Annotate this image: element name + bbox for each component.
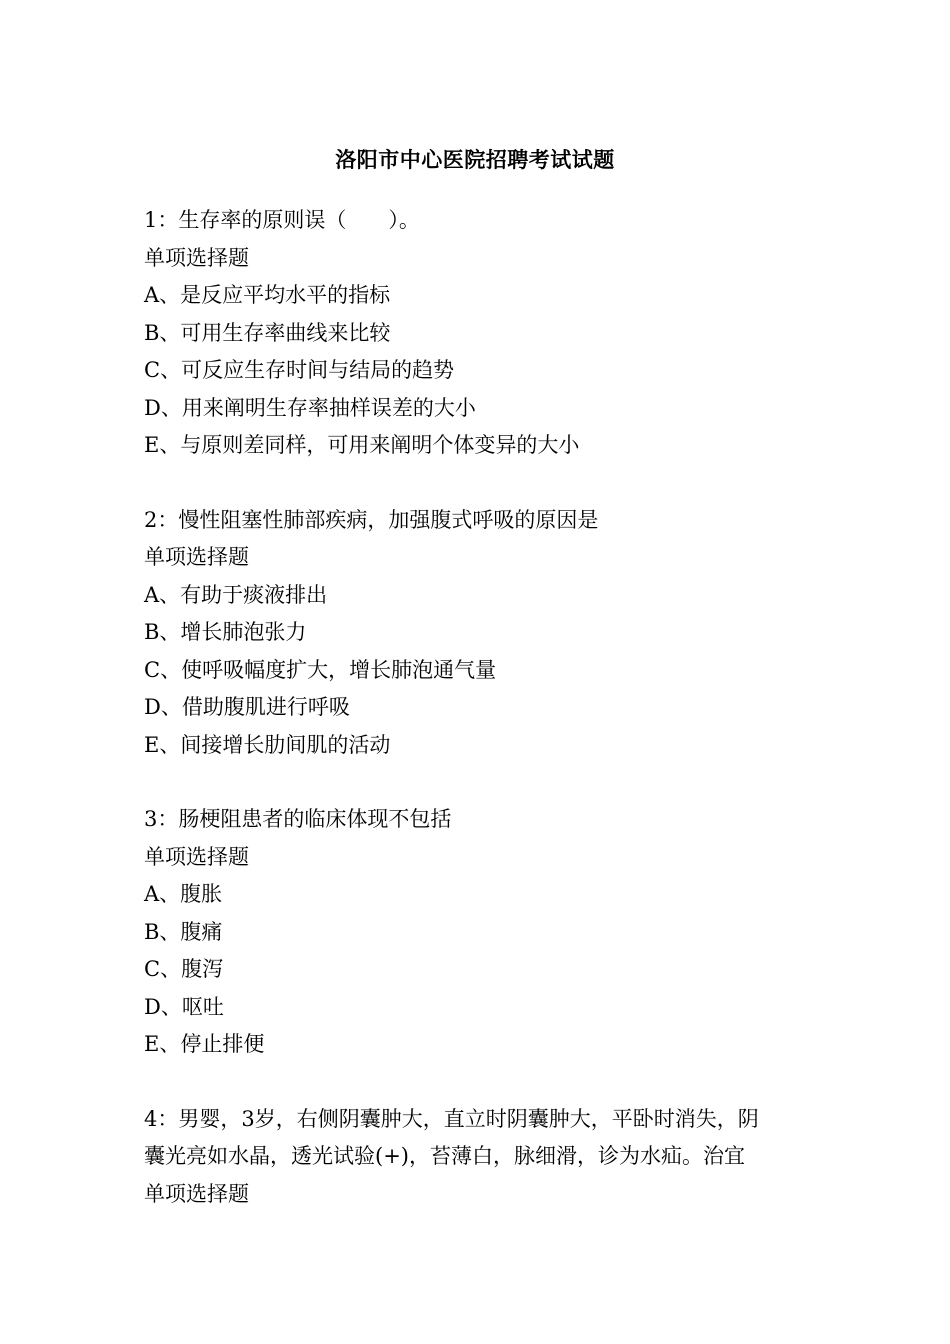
option-d: D、用来阐明生存率抽样误差的大小 bbox=[144, 395, 476, 420]
question-stem-line-2: 囊光亮如水晶，透光试验(+)，苔薄白，脉细滑，诊为水疝。治宜 bbox=[144, 1144, 745, 1168]
question-1 bbox=[144, 202, 804, 465]
question-3 bbox=[144, 801, 804, 1064]
question-stem: 1：生存率的原则误（ ）。 bbox=[144, 208, 420, 232]
question-type: 单项选择题 bbox=[144, 545, 249, 569]
option-c: C、可反应生存时间与结局的趋势 bbox=[144, 358, 455, 382]
question-type: 单项选择题 bbox=[144, 1181, 249, 1206]
option-b: B、可用生存率曲线来比较 bbox=[144, 320, 391, 345]
option-b: B、增长肺泡张力 bbox=[144, 620, 307, 644]
question-stem-line-1: 4：男婴，3岁，右侧阴囊肿大，直立时阴囊肿大，平卧时消失，阴 bbox=[144, 1106, 759, 1131]
question-4 bbox=[144, 1101, 804, 1214]
option-c: C、腹泻 bbox=[144, 957, 224, 981]
question-2 bbox=[144, 502, 804, 765]
option-d: D、借助腹肌进行呼吸 bbox=[144, 695, 350, 719]
question-type: 单项选择题 bbox=[144, 245, 249, 270]
option-a: A、是反应平均水平的指标 bbox=[144, 283, 391, 307]
option-c: C、使呼吸幅度扩大，增长肺泡通气量 bbox=[144, 657, 497, 682]
option-a: A、腹胀 bbox=[144, 882, 223, 906]
option-e: E、间接增长肋间肌的活动 bbox=[144, 732, 391, 757]
option-e: E、停止排便 bbox=[144, 1032, 265, 1056]
option-e: E、与原则差同样，可用来阐明个体变异的大小 bbox=[144, 433, 580, 457]
option-a: A、有助于痰液排出 bbox=[144, 582, 328, 607]
option-b: B、腹痛 bbox=[144, 919, 223, 944]
question-stem: 3：肠梗阻患者的临床体现不包括 bbox=[144, 807, 452, 831]
question-stem: 2：慢性阻塞性肺部疾病，加强腹式呼吸的原因是 bbox=[144, 507, 599, 532]
question-list bbox=[144, 202, 804, 1250]
option-d: D、呕吐 bbox=[144, 994, 224, 1019]
page-title: 洛阳市中心医院招聘考试试题 bbox=[335, 148, 615, 172]
question-type: 单项选择题 bbox=[144, 844, 249, 869]
